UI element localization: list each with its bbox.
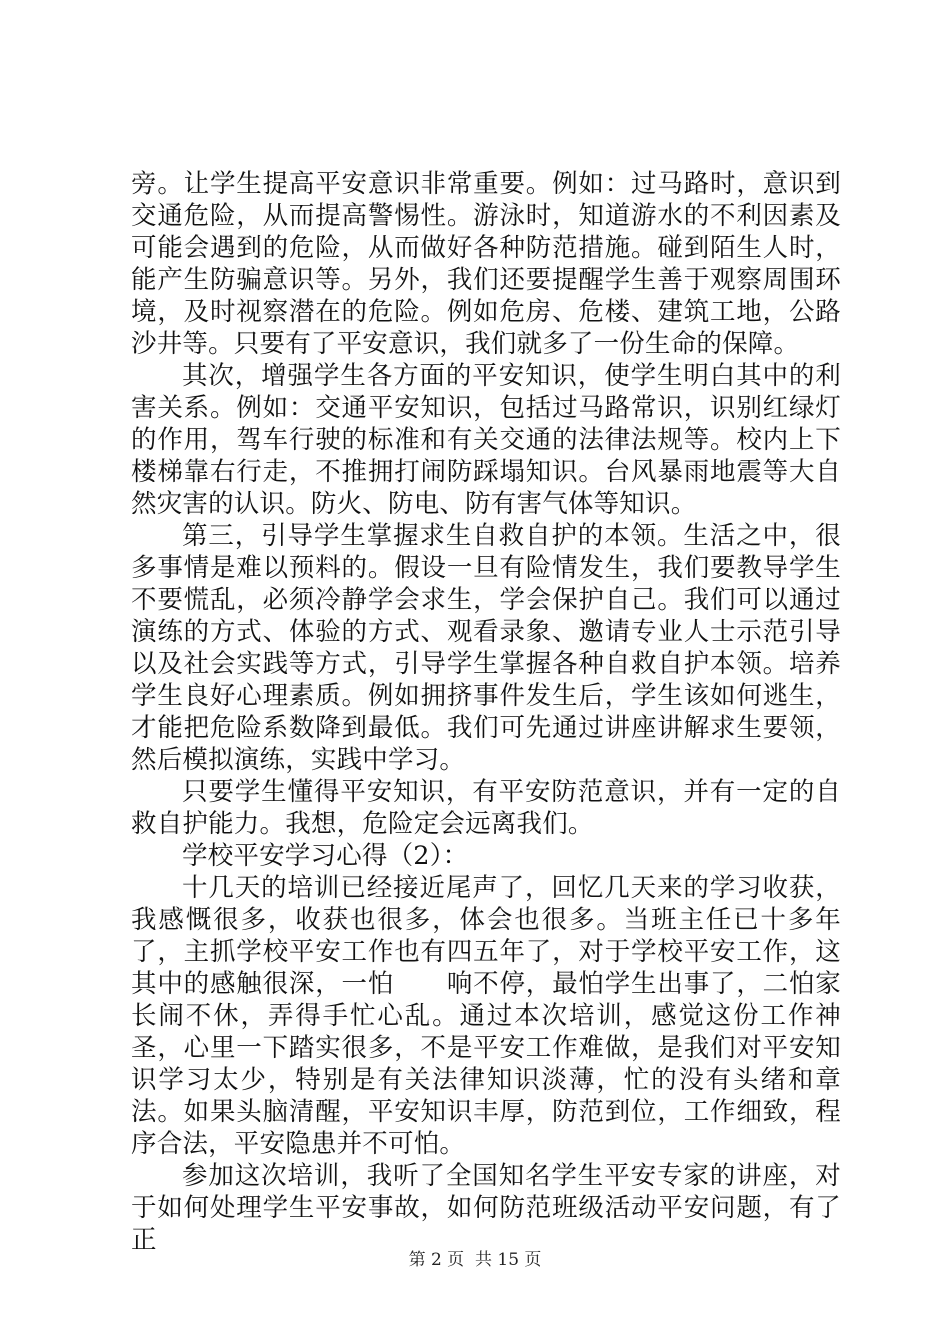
- paragraph-3: 第三，引导学生掌握求生自救自护的本领。生活之中，很多事情是难以预料的。假设一旦有险情发生，我们要教导学生不要慌乱，必须冷静学会求生，学会保护自己。我们可以通过演练的方式、体验的方式、观看录象、邀请专业人士示范引导以及社会实践等方式，引导学生掌握各种自救自护本领。培养学生良好心理素质。例如拥挤事件发生后，学生该如何逃生，才能把危险系数降到最低。我们可先通过讲座讲解求生要领，然后模拟演练，实践中学习。: [131, 521, 841, 775]
- paragraph-5: 十几天的培训已经接近尾声了，回忆几天来的学习收获，我感慨很多，收获也很多，体会也很多。当班主任已十多年了，主抓学校平安工作也有四五年了，对于学校平安工作，这其中的感触很深，一怕 响不停，最怕学生出事了，二怕家长闹不休，弄得手忙心乱。通过本次培训，感觉这份工作神圣，心里一下踏实很多，不是平安工作难做，是我们对平安知识学习太少，特别是有关法律知识淡薄，忙的没有头绪和章法。如果头脑清醒，平安知识丰厚，防范到位，工作细致，程序合法，平安隐患并不可怕。: [131, 873, 841, 1159]
- paragraph-2: 其次，增强学生各方面的平安知识，使学生明白其中的利害关系。例如：交通平安知识，包括过马路常识，识别红绿灯的作用，驾车行驶的标准和有关交通的法律法规等。校内上下楼梯靠右行走，不推拥打闹防踩塌知识。台风暴雨地震等大自然灾害的认识。防火、防电、防有害气体等知识。: [131, 361, 841, 519]
- paragraph-4: 只要学生懂得平安知识，有平安防范意识，并有一定的自救自护能力。我想，危险定会远离我们。: [131, 777, 841, 839]
- document-body: [131, 168, 841, 1256]
- paragraph-1: 旁。让学生提高平安意识非常重要。例如：过马路时，意识到交通危险，从而提高警惕性。游泳时，知道游水的不利因素及可能会遇到的危险，从而做好各种防范措施。碰到陌生人时，能产生防骗意识等。另外，我们还要提醒学生善于观察周围环境，及时视察潜在的危险。例如危房、危楼、建筑工地，公路沙井等。只要有了平安意识，我们就多了一份生命的保障。: [131, 169, 841, 359]
- page-number: 第 2 页 共 15 页: [408, 1250, 542, 1270]
- paragraph-6: 参加这次培训，我听了全国知名学生平安专家的讲座，对于如何处理学生平安事故，如何防范班级活动平安问题，有了正: [131, 1161, 841, 1255]
- section-heading: 学校平安学习心得（2）：: [182, 841, 469, 871]
- page-footer: [0, 1249, 950, 1271]
